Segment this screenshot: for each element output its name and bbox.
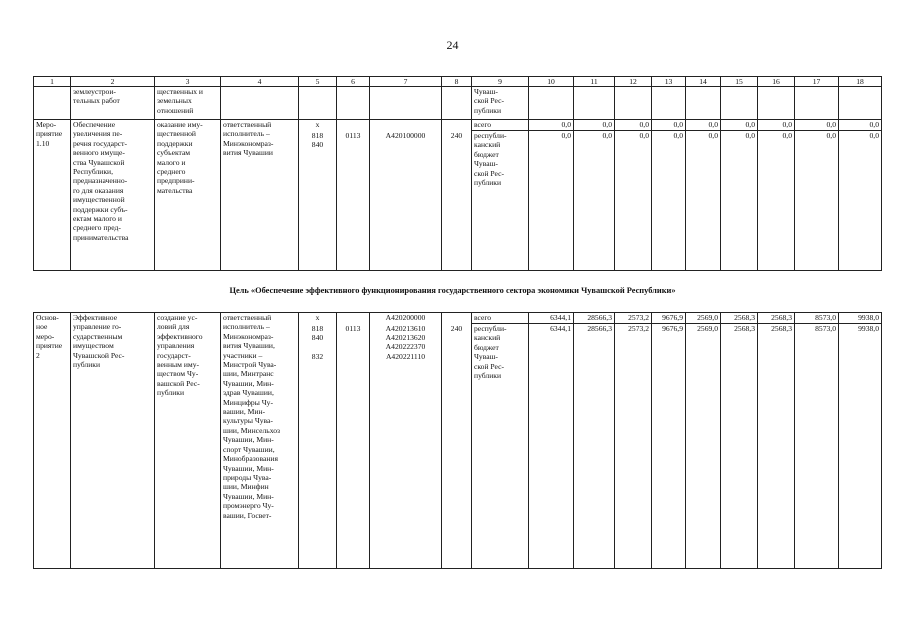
- target-article: А420200000: [370, 313, 442, 324]
- col-number: 16: [758, 77, 795, 87]
- value-cell: 0,0: [652, 120, 686, 131]
- value-cell: 0,0: [529, 120, 574, 131]
- value-cell: 9938,0: [839, 324, 882, 569]
- program-table-bottom: [33, 312, 882, 569]
- measure-row-total: [34, 313, 882, 324]
- value-cell: 2573,2: [615, 324, 652, 569]
- value-cell: 0,0: [721, 131, 758, 271]
- value-cell: 0,0: [686, 131, 721, 271]
- value-cell: 0,0: [529, 131, 574, 271]
- value-cell: 2568,3: [758, 324, 795, 569]
- value-cell: 0,0: [574, 120, 615, 131]
- measure-number: Меро- приятие 1.10: [34, 120, 71, 271]
- section-code: 0113: [337, 131, 370, 271]
- page-number: 24: [446, 38, 459, 52]
- measure-executor: ответственный исполнитель – Минэкономраз- вития Чувашии: [221, 120, 299, 271]
- measure-row-total: [34, 120, 882, 131]
- value-cell: 0,0: [615, 120, 652, 131]
- cell-task-text: щественных и земельных отношений: [155, 87, 221, 120]
- measure-goal: создание ус- ловий для эффективного управления государст- венным иму- ществом Чу- вашской Рес- публики: [155, 313, 221, 569]
- value-cell: 0,0: [795, 120, 839, 131]
- col-number: 11: [574, 77, 615, 87]
- value-cell: 2568,3: [721, 313, 758, 324]
- grbs-code: x: [299, 313, 337, 324]
- value-cell: 9676,9: [652, 313, 686, 324]
- program-table-top: [33, 76, 882, 271]
- col-number: 12: [615, 77, 652, 87]
- value-cell: 2573,2: [615, 313, 652, 324]
- funding-source: всего: [472, 313, 529, 324]
- value-cell: 0,0: [795, 131, 839, 271]
- col-number: 8: [442, 77, 472, 87]
- col-number: 9: [472, 77, 529, 87]
- goal-heading: Цель «Обеспечение эффективного функционирования государственного сектора экономики Чувашской Республики»: [229, 286, 676, 295]
- funding-source: всего: [472, 120, 529, 131]
- col-number: 13: [652, 77, 686, 87]
- col-number: 3: [155, 77, 221, 87]
- value-cell: 6344,1: [529, 324, 574, 569]
- col-number: 5: [299, 77, 337, 87]
- value-cell: 0,0: [839, 131, 882, 271]
- value-cell: 0,0: [574, 131, 615, 271]
- col-number: 1: [34, 77, 71, 87]
- col-number: 10: [529, 77, 574, 87]
- measure-number: Основ- ное меро- приятие 2: [34, 313, 71, 569]
- col-number: 15: [721, 77, 758, 87]
- value-cell: 0,0: [686, 120, 721, 131]
- grbs-code: x: [299, 120, 337, 131]
- measure-name: Обеспечение увеличения пе- речня государст- венного имуще- ства Чувашской Республики, предназначенно- го для оказания имущественной поддержки субъ- ектам малого и среднего пред- принимательства: [71, 120, 155, 271]
- value-cell: 6344,1: [529, 313, 574, 324]
- value-cell: 9676,9: [652, 324, 686, 569]
- col-number: 17: [795, 77, 839, 87]
- funding-source: республи- канский бюджет Чуваш- ской Рес- публики: [472, 324, 529, 569]
- grbs-code: 818 840 832: [299, 324, 337, 569]
- value-cell: 2569,0: [686, 324, 721, 569]
- value-cell: 9938,0: [839, 313, 882, 324]
- value-cell: 8573,0: [795, 313, 839, 324]
- measure-executor: ответственный исполнитель – Минэкономраз- вития Чувашии, участники – Минстрой Чува- шии, Минтранс Чувашии, Мин- здрав Чувашии, Минцифры Чу- вашии, Мин- культуры Чува- шии, Минсельхоз Чувашии, Мин- спорт Чувашии, Минобразования Чувашии, Мин- природы Чува- шии, Минфин Чувашии, Мин- промэнерго Чу- вашии, Госвет-: [221, 313, 299, 569]
- column-number-row: [34, 77, 882, 87]
- funding-source: республи- канский бюджет Чуваш- ской Рес- публики: [472, 131, 529, 271]
- value-cell: 2569,0: [686, 313, 721, 324]
- cell-source-text: Чуваш- ской Рес- публики: [472, 87, 529, 120]
- continuation-row: [34, 87, 882, 120]
- measure-name: Эффективное управление го- сударственным имуществом Чувашской Рес- публики: [71, 313, 155, 569]
- value-cell: 0,0: [652, 131, 686, 271]
- cell-goal-text: землеустрои- тельных работ: [71, 87, 155, 120]
- col-number: 6: [337, 77, 370, 87]
- value-cell: 28566,3: [574, 324, 615, 569]
- value-cell: 0,0: [721, 120, 758, 131]
- expense-type: 240: [442, 131, 472, 271]
- value-cell: 0,0: [758, 131, 795, 271]
- value-cell: 2568,3: [758, 313, 795, 324]
- value-cell: 0,0: [758, 120, 795, 131]
- measure-goal: оказание иму- щественной поддержки субъектам малого и среднего предприни- мательства: [155, 120, 221, 271]
- value-cell: 2568,3: [721, 324, 758, 569]
- section-code: 0113: [337, 324, 370, 569]
- col-number: 4: [221, 77, 299, 87]
- grbs-code: 818 840: [299, 131, 337, 271]
- col-number: 2: [71, 77, 155, 87]
- col-number: 7: [370, 77, 442, 87]
- expense-type: 240: [442, 324, 472, 569]
- value-cell: 0,0: [615, 131, 652, 271]
- value-cell: 0,0: [839, 120, 882, 131]
- col-number: 18: [839, 77, 882, 87]
- value-cell: 28566,3: [574, 313, 615, 324]
- target-article: А420100000: [370, 131, 442, 271]
- col-number: 14: [686, 77, 721, 87]
- target-article: А420213610 А420213620 А420222370 А420221110: [370, 324, 442, 569]
- value-cell: 8573,0: [795, 324, 839, 569]
